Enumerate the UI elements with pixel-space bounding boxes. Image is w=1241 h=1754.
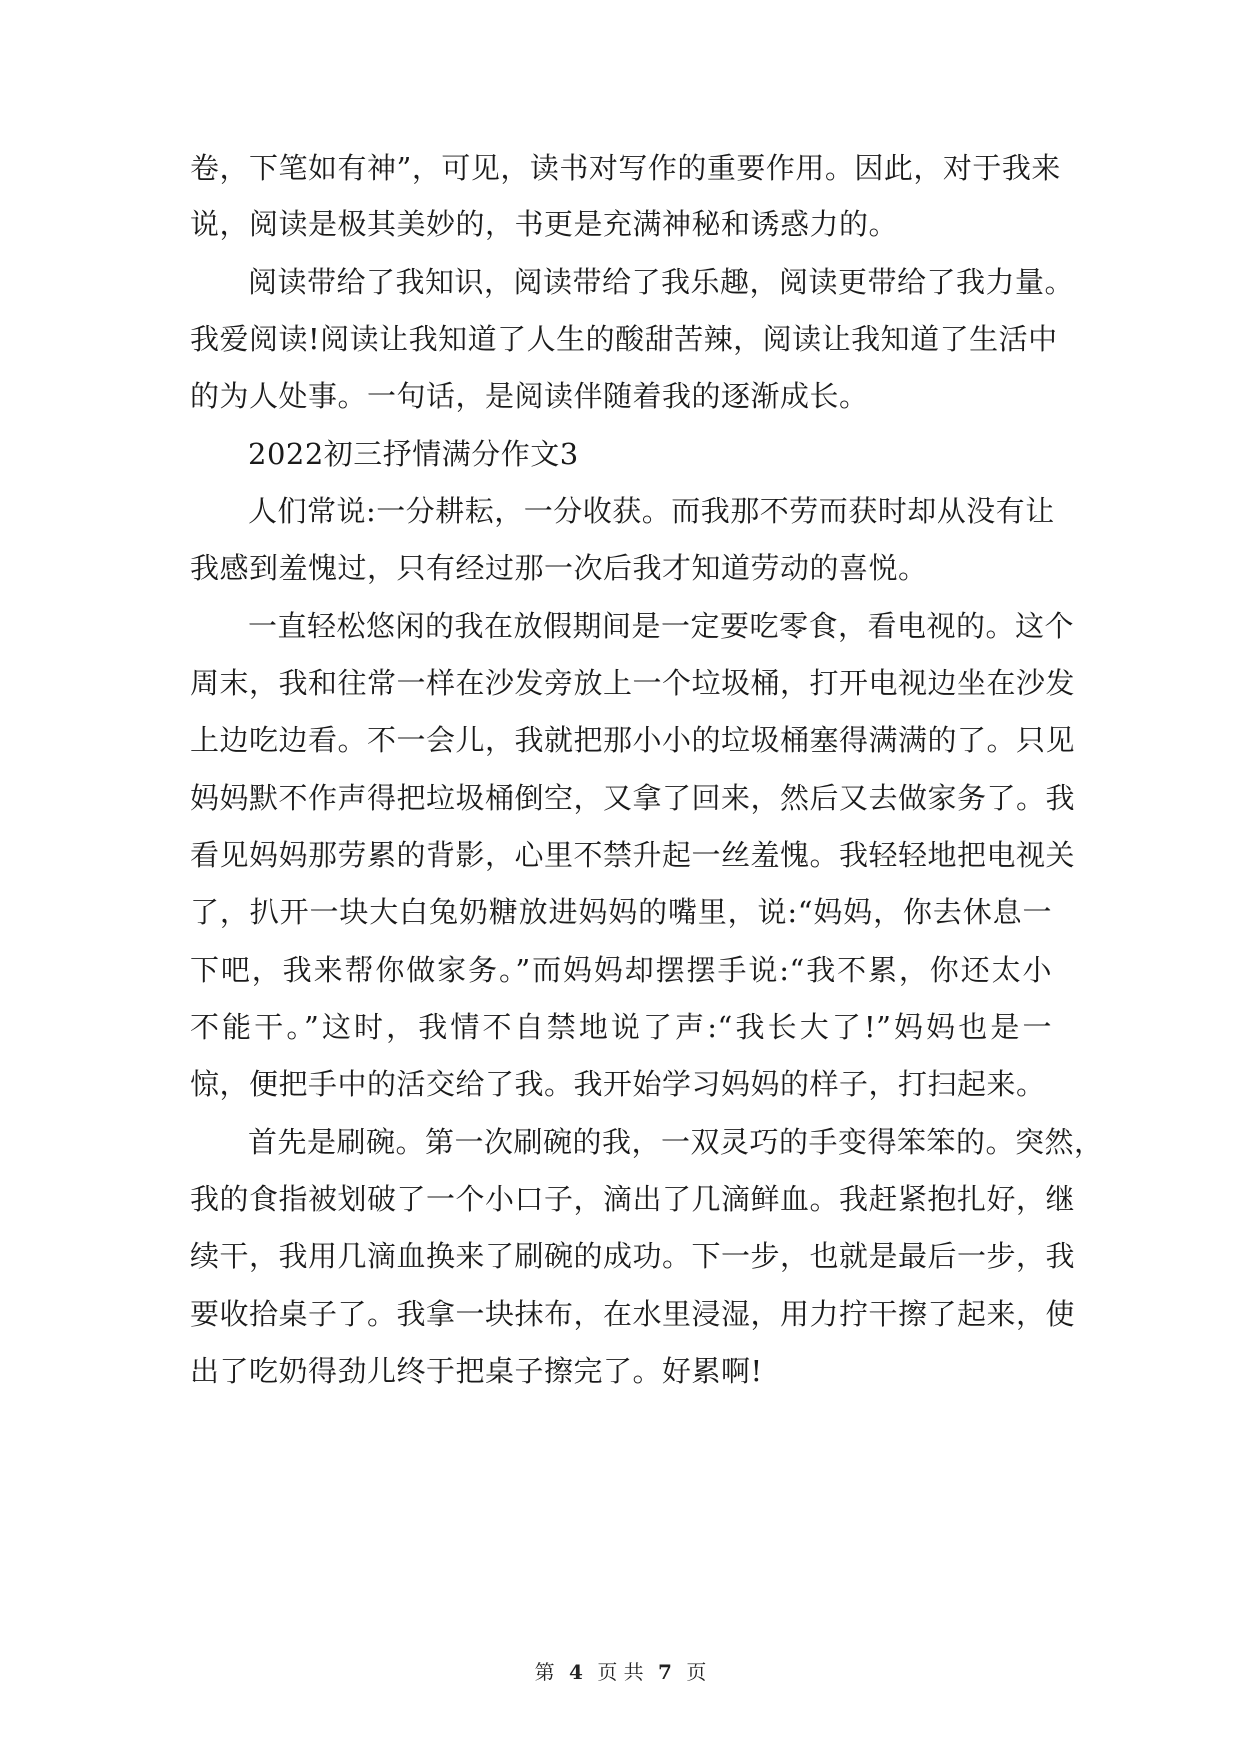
text-line: 不能干。”这时，我情不自禁地说了声:“我长大了!”妈妈也是一: [190, 1010, 1052, 1044]
text-line: 首先是刷碗。第一次刷碗的我，一双灵巧的手变得笨笨的。突然，: [248, 1125, 1104, 1159]
text-line: 看见妈妈那劳累的背影，心里不禁升起一丝羞愧。我轻轻地把电视关: [190, 838, 1076, 872]
footer-middle: 页 共: [597, 1660, 644, 1684]
footer-suffix: 页: [686, 1660, 707, 1684]
page-footer: [0, 1658, 1241, 1686]
total-pages-number: 7: [658, 1660, 672, 1684]
text-line: 惊，便把手中的活交给了我。我开始学习妈妈的样子，打扫起来。: [190, 1067, 1046, 1101]
text-line: 上边吃边看。不一会儿，我就把那小小的垃圾桶塞得满满的了。只见: [190, 723, 1076, 757]
text-line: 周末，我和往常一样在沙发旁放上一个垃圾桶，打开电视边坐在沙发: [190, 666, 1076, 700]
section-heading: 2022初三抒情满分作文3: [248, 437, 579, 471]
current-page-number: 4: [569, 1660, 583, 1684]
text-line: 人们常说:一分耕耘，一分收获。而我那不劳而获时却从没有让: [248, 494, 1055, 528]
text-line: 我的食指被划破了一个小口子，滴出了几滴鲜血。我赶紧抱扎好，继: [190, 1182, 1076, 1216]
footer-prefix: 第: [534, 1660, 555, 1684]
text-line: 的为人处事。一句话，是阅读伴随着我的逐渐成长。: [190, 379, 869, 413]
text-line: 要收拾桌子了。我拿一块抹布，在水里浸湿，用力拧干擦了起来，使: [190, 1297, 1076, 1331]
text-line: 续干，我用几滴血换来了刷碗的成功。下一步，也就是最后一步，我: [190, 1239, 1076, 1273]
text-line: 下吧，我来帮你做家务。”而妈妈却摆摆手说:“我不累，你还太小: [190, 953, 1052, 987]
text-line: 我感到羞愧过，只有经过那一次后我才知道劳动的喜悦。: [190, 551, 928, 585]
text-line: 阅读带给了我知识，阅读带给了我乐趣，阅读更带给了我力量。: [248, 265, 1075, 299]
text-line: 说，阅读是极其美妙的，书更是充满神秘和诱惑力的。: [190, 207, 899, 241]
text-line: 了，扒开一块大白兔奶糖放进妈妈的嘴里，说:“妈妈，你去休息一: [190, 895, 1052, 929]
text-line: 我爱阅读!阅读让我知道了人生的酸甜苦辣，阅读让我知道了生活中: [190, 322, 1058, 356]
text-line: 出了吃奶得劲儿终于把桌子擦完了。好累啊!: [190, 1354, 763, 1388]
text-line: 卷，下笔如有神”，可见，读书对写作的重要作用。因此，对于我来: [190, 151, 1061, 185]
text-line: 妈妈默不作声得把垃圾桶倒空，又拿了回来，然后又去做家务了。我: [190, 781, 1076, 815]
text-line: 一直轻松悠闲的我在放假期间是一定要吃零食，看电视的。这个: [248, 609, 1075, 643]
